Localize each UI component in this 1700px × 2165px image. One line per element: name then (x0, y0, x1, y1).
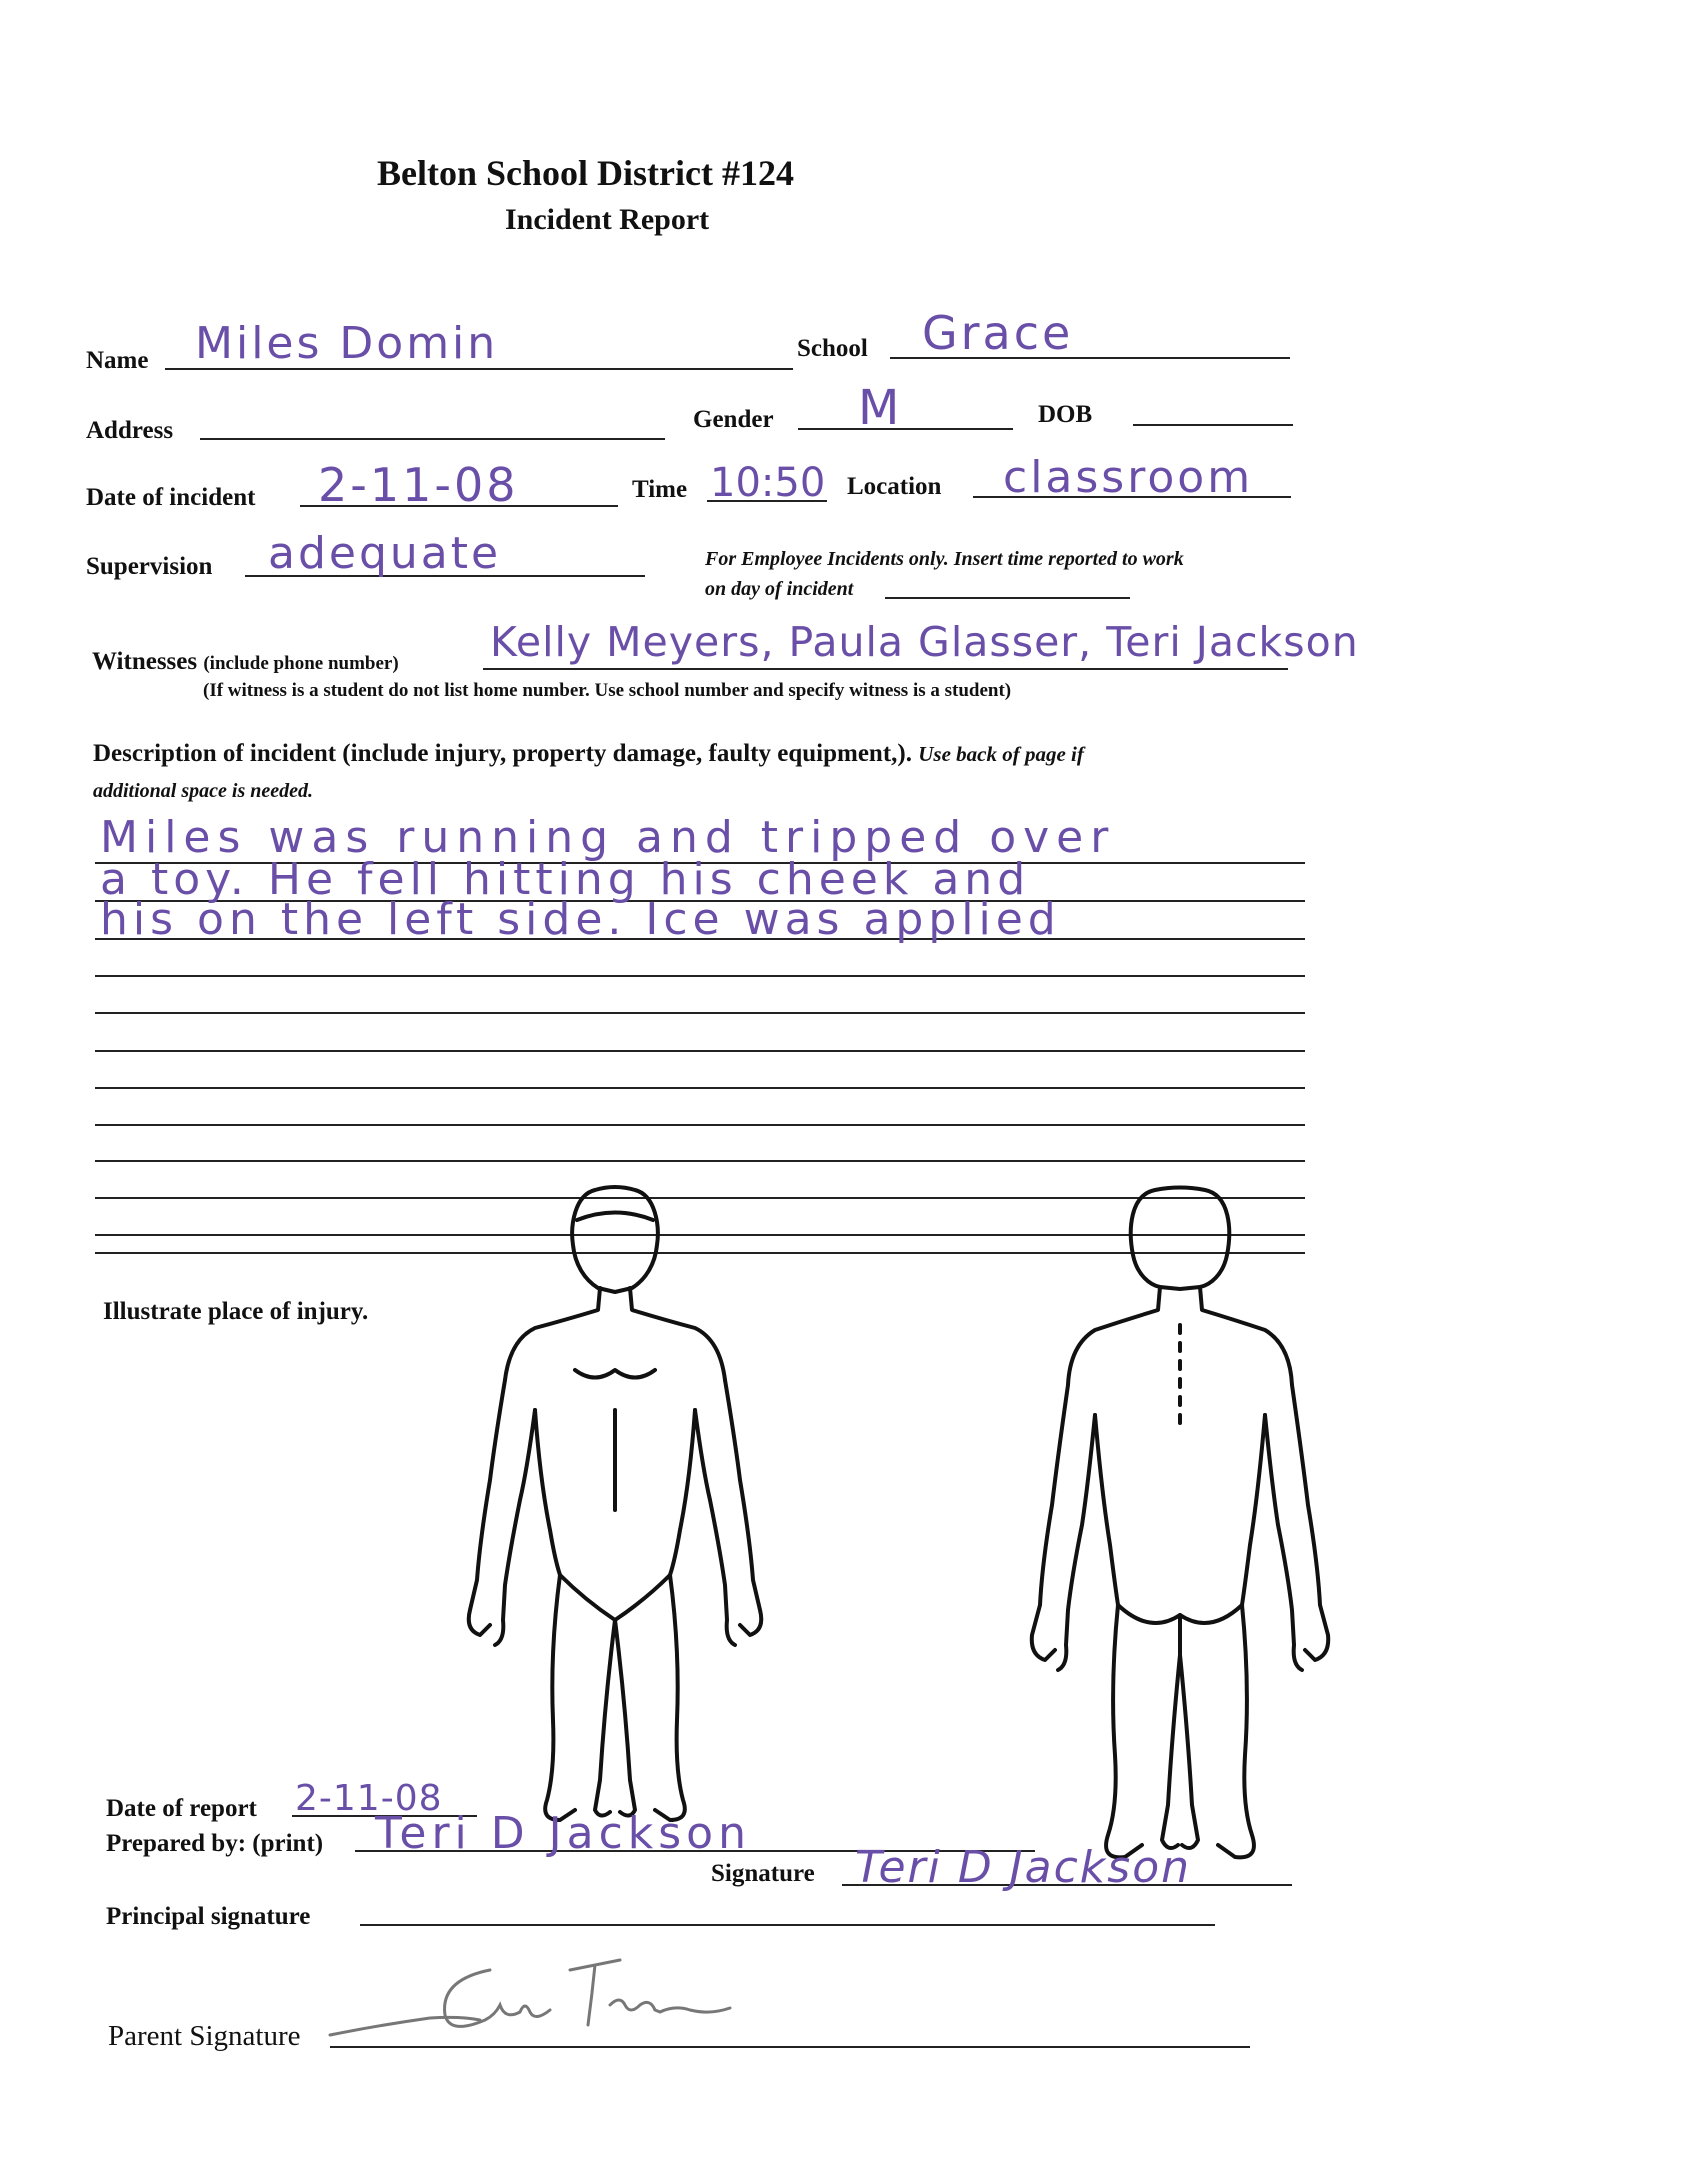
date-of-incident-value[interactable]: 2-11-08 (318, 458, 519, 512)
parent-signature-value[interactable] (440, 1965, 740, 2035)
description-text-2[interactable]: a toy. He fell hitting his cheek and (100, 854, 1031, 905)
description-text-1[interactable]: Miles was running and tripped over (100, 812, 1116, 863)
date-of-report-label: Date of report (106, 1795, 257, 1822)
description-label-text: Description of incident (include injury, property damage, faulty equipment,). (93, 740, 912, 767)
address-label: Address (86, 417, 174, 444)
description-line-7 (95, 1087, 1305, 1089)
description-line-4 (95, 975, 1305, 977)
gender-label: Gender (693, 406, 774, 433)
description-note-2: additional space is needed. (93, 780, 313, 802)
prepared-by-value[interactable]: Teri D Jackson (375, 1808, 751, 1859)
description-text-3[interactable]: his on the left side. Ice was applied (100, 894, 1061, 945)
illustrate-label: Illustrate place of injury. (103, 1298, 369, 1325)
location-label: Location (847, 473, 942, 500)
description-line-9 (95, 1160, 1305, 1162)
gender-value[interactable]: M (858, 380, 903, 436)
witnesses-value[interactable]: Kelly Meyers, Paula Glasser, Teri Jackson (490, 618, 1359, 666)
witness-instructions: (If witness is a student do not list home number. Use school number and specify witness is a student) (203, 680, 1012, 701)
description-label (93, 740, 1084, 768)
signature-value[interactable]: Teri D Jackson (855, 1842, 1192, 1893)
witnesses-label (92, 648, 399, 676)
time-label: Time (632, 476, 688, 503)
school-label: School (797, 335, 868, 362)
date-of-report-value[interactable]: 2-11-08 (295, 1778, 443, 1819)
body-front-figure[interactable] (465, 1180, 785, 1820)
name-value[interactable]: Miles Domin (195, 318, 499, 369)
address-line (200, 438, 665, 440)
dob-line (1133, 424, 1293, 426)
body-back-figure[interactable] (1030, 1185, 1330, 1865)
witnesses-label-text: Witnesses (92, 648, 198, 675)
prepared-by-label: Prepared by: (print) (106, 1830, 324, 1857)
location-value[interactable]: classroom (1003, 452, 1254, 503)
description-line-8 (95, 1124, 1305, 1126)
time-value[interactable]: 10:50 (710, 460, 826, 506)
witnesses-line (483, 668, 1288, 670)
name-label: Name (86, 347, 149, 374)
parent-signature-label: Parent Signature (108, 2020, 301, 2052)
gender-line (798, 428, 1013, 430)
principal-signature-label: Principal signature (106, 1903, 311, 1930)
employee-note-2: on day of incident (705, 578, 854, 600)
description-line-6 (95, 1050, 1305, 1052)
employee-note: For Employee Incidents only. Insert time reported to work (705, 548, 1184, 570)
supervision-value[interactable]: adequate (268, 528, 502, 579)
supervision-label: Supervision (86, 553, 213, 580)
principal-signature-line (360, 1924, 1215, 1926)
date-of-incident-label: Date of incident (86, 484, 256, 511)
description-line-5 (95, 1012, 1305, 1014)
dob-label: DOB (1038, 401, 1093, 428)
signature-label: Signature (711, 1860, 815, 1887)
school-value[interactable]: Grace (922, 306, 1074, 360)
employee-time-line (885, 597, 1130, 599)
witnesses-phone-note: (include phone number) (203, 653, 399, 674)
description-note-1: Use back of page if (918, 742, 1084, 766)
district-title: Belton School District #124 (377, 153, 794, 193)
form-title: Incident Report (505, 203, 710, 236)
